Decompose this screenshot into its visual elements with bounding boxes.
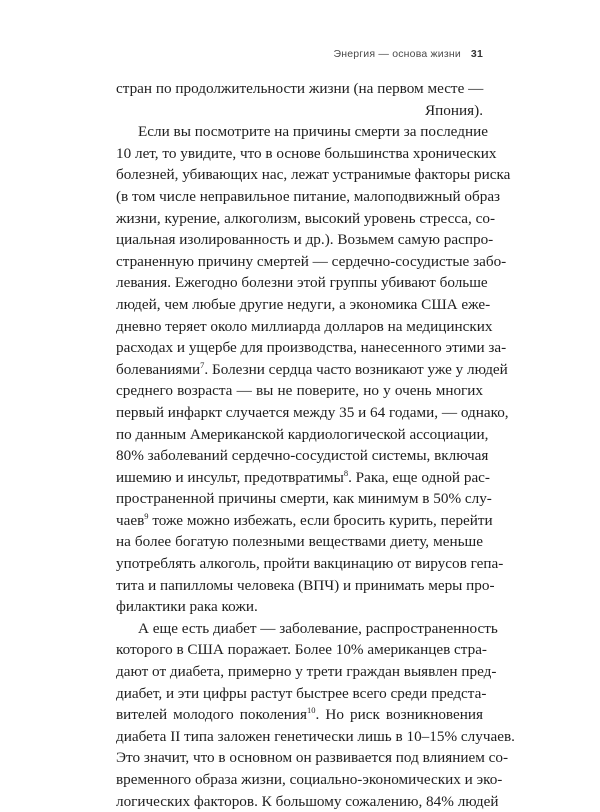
text-line: употреблять алкоголь, пройти вакцинацию от вирусов гепа- (116, 555, 504, 573)
text-line: пространенной причины смерти, как минимум в 50% слу- (116, 490, 492, 508)
text-line: 10 лет, то увидите, что в основе большинства хронических (116, 144, 497, 162)
text-line: логических факторов. К большому сожалению, 84% людей (116, 792, 499, 810)
text-line: которого в США поражает. Более 10% американцев стра- (116, 641, 487, 659)
text-fragment: . Рака, еще одной рас- (348, 468, 490, 486)
text-line: 80% заболеваний сердечно-сосудистой системы, включая (116, 447, 489, 465)
page-number: 31 (470, 48, 483, 60)
text-line: по данным Американской кардиологической ассоциации, (116, 425, 489, 443)
text-line: расходах и ущербе для производства, нанесенного этими за- (116, 339, 507, 357)
text-line: Япония). (425, 101, 483, 119)
footnote-ref: 10 (307, 705, 316, 716)
text-line: болезней, убивающих нас, лежат устранимые факторы риска (116, 166, 511, 184)
text-line-with-footnote (116, 704, 483, 726)
text-line: стран по продолжительности жизни (на первом месте — (116, 80, 484, 97)
text-line: диабета II типа заложен генетически лишь в 10–15% случаев. (116, 727, 515, 745)
text-line: (в том числе неправильное питание, малоподвижный образ (116, 187, 501, 205)
text-line: Это значит, что в основном он развивается под влиянием со- (116, 749, 509, 767)
footnote-ref: 8 (343, 467, 349, 478)
text-fragment: ишемию и инсульт, предотвратимы (116, 468, 344, 486)
footnote-ref: 9 (144, 510, 149, 521)
text-fragment: болеваниями (116, 360, 201, 378)
text-line: дают от диабета, примерно у трети граждан выявлен пред- (116, 663, 497, 681)
text-fragment: тоже можно избежать, если бросить курить, перейти (148, 511, 493, 529)
text-line: А еще есть диабет — заболевание, распространенность (138, 619, 498, 637)
text-line: дневно теряет около миллиарда долларов на медицинских (116, 317, 493, 335)
text-line-with-footnote (116, 467, 490, 489)
text-line: левания. Ежегодно болезни этой группы убивают больше (116, 274, 488, 292)
text-fragment: . Болезни сердца часто возникают уже у людей (204, 360, 508, 378)
text-line: циальная изолированность и др.). Возьмем самую распро- (116, 231, 494, 249)
text-line: людей, чем любые другие недуги, а экономика США еже- (116, 295, 491, 313)
footnote-ref: 7 (200, 359, 205, 370)
text-fragment: . Но риск возникновения (315, 706, 483, 724)
text-line: жизни, курение, алкоголизм, высокий уровень стресса, со- (116, 209, 496, 227)
text-line: на более богатую полезными веществами диету, меньше (116, 533, 483, 551)
text-line: диабет, и эти цифры растут быстрее всего среди предста- (116, 684, 487, 702)
text-line: Если вы посмотрите на причины смерти за последние (138, 123, 488, 141)
text-line: среднего возраста — вы не поверите, но у очень многих (116, 382, 483, 400)
text-line: тита и папилломы человека (ВПЧ) и принимать меры про- (116, 576, 495, 594)
text-fragment: чаев (116, 511, 145, 529)
text-line: страненную причину смертей — сердечно-сосудистые забо- (116, 252, 507, 270)
text-line: первый инфаркт случается между 35 и 64 годами, — однако, (116, 403, 509, 421)
text-line-with-footnote (116, 510, 493, 532)
text-line-with-footnote (116, 359, 508, 381)
text-fragment: вителей молодого поколения (116, 706, 308, 724)
running-title: Энергия — основа жизни (333, 48, 461, 60)
running-header (116, 48, 483, 60)
text-line: филактики рака кожи. (116, 598, 258, 616)
text-line: временного образа жизни, социально-экономических и эко- (116, 771, 503, 788)
body-text (116, 78, 515, 812)
